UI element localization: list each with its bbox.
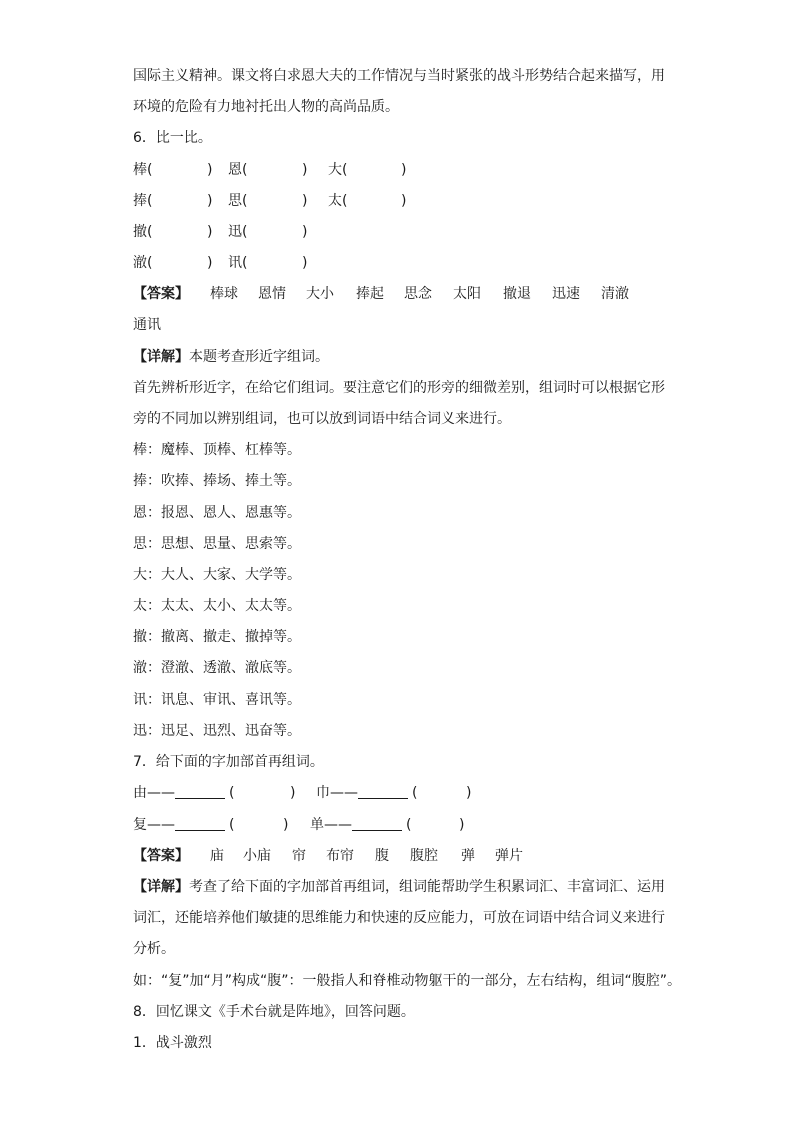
paren-open: ( xyxy=(412,785,418,801)
paren-open: ( xyxy=(406,817,412,833)
paren-close: ) xyxy=(302,162,308,178)
answer-word: 太阳 xyxy=(453,286,481,302)
answer-label: 【答案】 xyxy=(133,286,189,302)
detail-line: 大：大人、大家、大学等。 xyxy=(133,567,301,583)
question-6-title: 6．比一比。 xyxy=(133,130,212,146)
detail-line: 讯：讯息、审讯、喜讯等。 xyxy=(133,692,301,708)
paren-close: ) xyxy=(401,193,407,209)
q7-row xyxy=(133,815,234,835)
answer-label: 【答案】 xyxy=(133,848,189,864)
base-char: 单—— xyxy=(310,817,352,833)
answer-word: 弹片 xyxy=(495,848,523,864)
answer-word: 清澈 xyxy=(601,286,629,302)
detail-line: 恩：报恩、恩人、恩惠等。 xyxy=(133,505,301,521)
fill-blank xyxy=(358,784,408,799)
answer-word: 腹 xyxy=(375,848,389,864)
detail-label: 【详解】 xyxy=(133,879,189,895)
paragraph-line: 环境的危险有力地衬托出人物的高尚品质。 xyxy=(133,99,399,115)
compare-char: 迅( xyxy=(228,224,248,240)
answer-word: 恩情 xyxy=(258,286,286,302)
detail-text: 分析。 xyxy=(133,941,175,957)
answer-word: 棒球 xyxy=(210,286,238,302)
answer-word: 布帘 xyxy=(326,848,354,864)
base-char: 由—— xyxy=(133,785,175,801)
paren-close: ) xyxy=(290,785,296,801)
paren-close: ) xyxy=(207,255,213,271)
paren-open: ( xyxy=(229,817,235,833)
base-char: 复—— xyxy=(133,817,175,833)
compare-char: 捧( xyxy=(133,193,153,209)
paren-close: ) xyxy=(466,785,472,801)
answer-word: 通讯 xyxy=(133,317,161,333)
paren-close: ) xyxy=(302,193,308,209)
question-7-title: 7．给下面的字加部首再组词。 xyxy=(133,754,324,770)
question-8-sub: 1．战斗激烈 xyxy=(133,1035,212,1051)
compare-char: 澈( xyxy=(133,255,153,271)
detail-line: 太：太太、太小、太太等。 xyxy=(133,598,301,614)
detail-text: 首先辨析形近字，在给它们组词。要注意它们的形旁的细微差别，组词时可以根据它形 xyxy=(133,380,665,396)
paren-close: ) xyxy=(459,817,465,833)
answer-word: 撤退 xyxy=(503,286,531,302)
answer-word: 迅速 xyxy=(552,286,580,302)
paren-close: ) xyxy=(207,193,213,209)
question-8-title: 8．回忆课文《手术台就是阵地》，回答问题。 xyxy=(133,1004,415,1020)
compare-char: 太( xyxy=(328,193,348,209)
fill-blank xyxy=(175,784,225,799)
detail-text: 如：“复”加“月”构成“腹”：一般指人和脊椎动物躯干的一部分，左右结构，组词“腹腔”。 xyxy=(133,973,682,989)
detail-label: 【详解】 xyxy=(133,349,189,365)
answer-word: 大小 xyxy=(306,286,334,302)
paren-close: ) xyxy=(302,255,308,271)
answer-word: 腹腔 xyxy=(410,848,438,864)
paren-open: ( xyxy=(229,785,235,801)
detail-text: 考查了给下面的字加部首再组词，组词能帮助学生积累词汇、丰富词汇、运用 xyxy=(189,879,665,895)
paren-close: ) xyxy=(283,817,289,833)
detail-line: 捧：吹捧、捧场、捧土等。 xyxy=(133,473,301,489)
compare-char: 棒( xyxy=(133,162,153,178)
answer-word: 庙 xyxy=(210,848,224,864)
compare-char: 恩( xyxy=(228,162,248,178)
answer-word: 小庙 xyxy=(243,848,271,864)
fill-blank xyxy=(175,816,225,831)
detail-text: 词汇，还能培养他们敏捷的思维能力和快速的反应能力，可放在词语中结合词义来进行 xyxy=(133,910,665,926)
answer-word: 思念 xyxy=(404,286,432,302)
detail-text: 本题考查形近字组词。 xyxy=(189,349,329,365)
detail-line: 撤：撤离、撤走、撤掉等。 xyxy=(133,629,301,645)
q7-row xyxy=(316,783,417,803)
detail-text: 旁的不同加以辨别组词，也可以放到词语中结合词义来进行。 xyxy=(133,411,511,427)
paragraph-line: 国际主义精神。课文将白求恩大夫的工作情况与当时紧张的战斗形势结合起来描写，用 xyxy=(133,68,665,84)
answer-word: 帘 xyxy=(292,848,306,864)
compare-char: 撤( xyxy=(133,224,153,240)
compare-char: 大( xyxy=(328,162,348,178)
detail-lead xyxy=(133,877,665,897)
detail-line: 棒：魔棒、顶棒、杠棒等。 xyxy=(133,442,301,458)
base-char: 巾—— xyxy=(316,785,358,801)
compare-char: 思( xyxy=(228,193,248,209)
q7-row xyxy=(310,815,411,835)
answer-word: 捧起 xyxy=(356,286,384,302)
paren-close: ) xyxy=(207,224,213,240)
paren-close: ) xyxy=(302,224,308,240)
paren-close: ) xyxy=(401,162,407,178)
detail-lead xyxy=(133,347,329,367)
compare-char: 讯( xyxy=(228,255,248,271)
fill-blank xyxy=(352,816,402,831)
answer-word: 弹 xyxy=(461,848,475,864)
paren-close: ) xyxy=(207,162,213,178)
detail-line: 迅：迅足、迅烈、迅奋等。 xyxy=(133,723,301,739)
detail-line: 澈：澄澈、透澈、澈底等。 xyxy=(133,660,301,676)
q7-row xyxy=(133,783,234,803)
detail-line: 思：思想、思量、思索等。 xyxy=(133,536,301,552)
